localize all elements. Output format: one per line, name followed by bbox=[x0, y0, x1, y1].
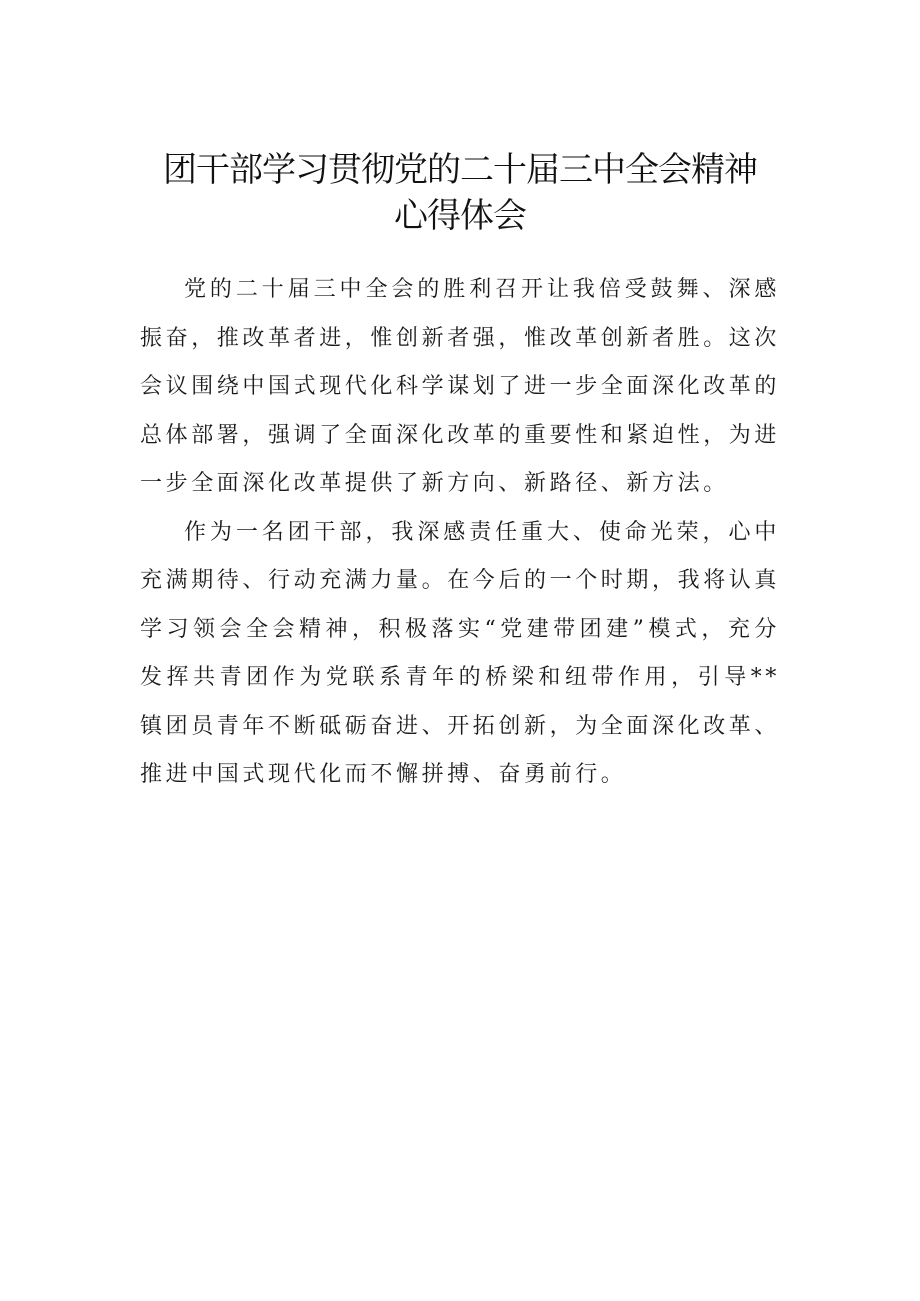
document-title-line-2: 心得体会 bbox=[394, 196, 526, 236]
document-title-line-1: 团干部学习贯彻党的二十届三中全会精神 bbox=[163, 150, 757, 190]
document-body bbox=[140, 266, 780, 800]
body-paragraph-1: 党的二十届三中全会的胜利召开让我倍受鼓舞、深感振奋，推改革者进，惟创新者强，惟改革创新者胜。这次会议围绕中国式现代化科学谋划了进一步全面深化改革的总体部署，强调了全面深化改革的重要性和紧迫性，为进一步全面深化改革提供了新方向、新路径、新方法。 bbox=[140, 277, 781, 496]
body-paragraph-2: 作为一名团干部，我深感责任重大、使命光荣，心中充满期待、行动充满力量。在今后的一个时期，我将认真学习领会全会精神，积极落实“党建带团建”模式，充分发挥共青团作为党联系青年的桥梁和纽带作用，引导**镇团员青年不断砥砺奋进、开拓创新，为全面深化改革、推进中国式现代化而不懈拼搏、奋勇前行。 bbox=[140, 519, 781, 787]
